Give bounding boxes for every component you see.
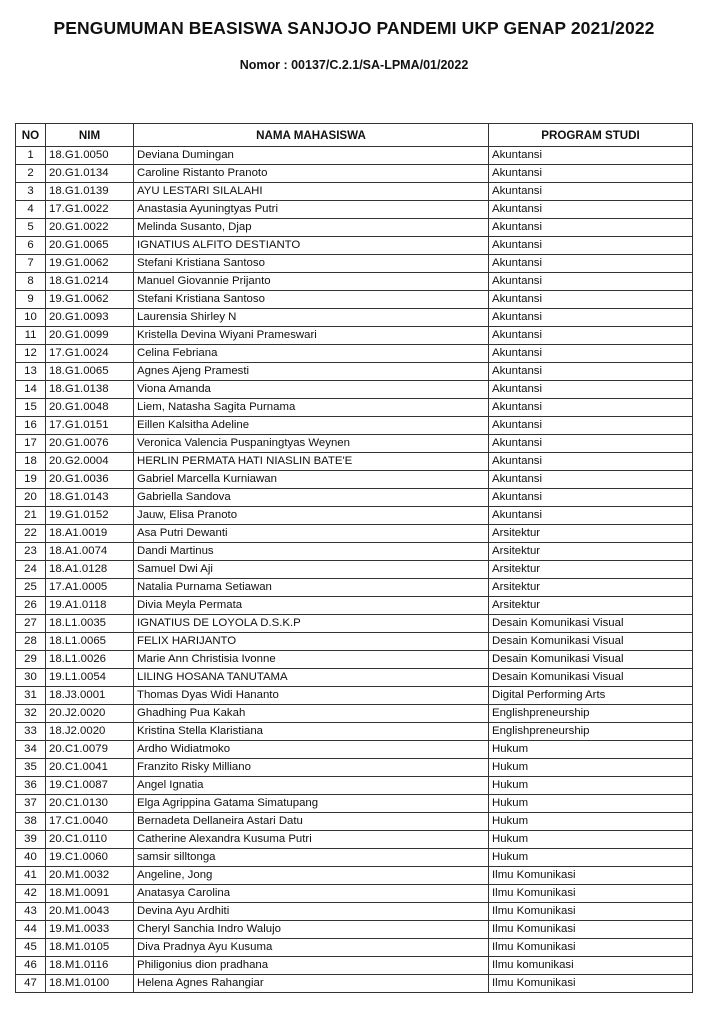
row-no: 45 (16, 939, 46, 957)
row-nama-mahasiswa: Deviana Dumingan (134, 147, 489, 165)
row-program-studi: Akuntansi (489, 435, 693, 453)
row-nim: 18.G1.0143 (46, 489, 134, 507)
row-no: 18 (16, 453, 46, 471)
row-no: 8 (16, 273, 46, 291)
table-row (16, 345, 693, 363)
row-no: 6 (16, 237, 46, 255)
row-no: 30 (16, 669, 46, 687)
table-row (16, 381, 693, 399)
row-nama-mahasiswa: Agnes Ajeng Pramesti (134, 363, 489, 381)
row-no: 12 (16, 345, 46, 363)
row-program-studi: Hukum (489, 741, 693, 759)
row-program-studi: Akuntansi (489, 201, 693, 219)
row-program-studi: Ilmu Komunikasi (489, 885, 693, 903)
row-program-studi: Hukum (489, 777, 693, 795)
row-nim: 20.M1.0032 (46, 867, 134, 885)
header-program-studi: PROGRAM STUDI (489, 124, 693, 147)
row-program-studi: Akuntansi (489, 453, 693, 471)
table-row (16, 885, 693, 903)
row-nama-mahasiswa: Ghadhing Pua Kakah (134, 705, 489, 723)
row-nama-mahasiswa: Viona Amanda (134, 381, 489, 399)
row-program-studi: Hukum (489, 795, 693, 813)
table-row (16, 597, 693, 615)
row-no: 16 (16, 417, 46, 435)
row-program-studi: Arsitektur (489, 579, 693, 597)
row-nim: 19.G1.0062 (46, 255, 134, 273)
row-program-studi: Akuntansi (489, 417, 693, 435)
row-nim: 18.M1.0100 (46, 975, 134, 993)
row-no: 47 (16, 975, 46, 993)
row-no: 32 (16, 705, 46, 723)
row-nim: 20.C1.0130 (46, 795, 134, 813)
table-row (16, 921, 693, 939)
row-nama-mahasiswa: Angeline, Jong (134, 867, 489, 885)
row-nama-mahasiswa: Kristina Stella Klaristiana (134, 723, 489, 741)
table-row (16, 489, 693, 507)
row-nama-mahasiswa: FELIX HARIJANTO (134, 633, 489, 651)
row-nim: 18.G1.0065 (46, 363, 134, 381)
row-nama-mahasiswa: Stefani Kristiana Santoso (134, 255, 489, 273)
row-no: 33 (16, 723, 46, 741)
table-row (16, 525, 693, 543)
row-program-studi: Ilmu Komunikasi (489, 903, 693, 921)
row-nim: 20.G2.0004 (46, 453, 134, 471)
row-program-studi: Arsitektur (489, 561, 693, 579)
table-row (16, 903, 693, 921)
table-row (16, 309, 693, 327)
table-row (16, 741, 693, 759)
row-program-studi: Desain Komunikasi Visual (489, 615, 693, 633)
table-row (16, 561, 693, 579)
row-nama-mahasiswa: Philigonius dion pradhana (134, 957, 489, 975)
row-program-studi: Desain Komunikasi Visual (489, 633, 693, 651)
row-nama-mahasiswa: Cheryl Sanchia Indro Walujo (134, 921, 489, 939)
table-row (16, 615, 693, 633)
row-program-studi: Hukum (489, 831, 693, 849)
row-nim: 18.G1.0214 (46, 273, 134, 291)
table-row (16, 975, 693, 993)
row-no: 17 (16, 435, 46, 453)
row-nama-mahasiswa: Divia Meyla Permata (134, 597, 489, 615)
row-nama-mahasiswa: Eillen Kalsitha Adeline (134, 417, 489, 435)
header-nama-mahasiswa: NAMA MAHASISWA (134, 124, 489, 147)
row-program-studi: Akuntansi (489, 219, 693, 237)
row-program-studi: Akuntansi (489, 255, 693, 273)
row-no: 31 (16, 687, 46, 705)
row-nim: 19.A1.0118 (46, 597, 134, 615)
scholarship-table (15, 123, 693, 993)
row-nama-mahasiswa: Samuel Dwi Aji (134, 561, 489, 579)
row-program-studi: Akuntansi (489, 381, 693, 399)
table-row (16, 165, 693, 183)
row-program-studi: Akuntansi (489, 345, 693, 363)
row-nama-mahasiswa: Angel Ignatia (134, 777, 489, 795)
row-nama-mahasiswa: Catherine Alexandra Kusuma Putri (134, 831, 489, 849)
row-no: 23 (16, 543, 46, 561)
row-no: 14 (16, 381, 46, 399)
row-no: 15 (16, 399, 46, 417)
row-nama-mahasiswa: Liem, Natasha Sagita Purnama (134, 399, 489, 417)
row-program-studi: Digital Performing Arts (489, 687, 693, 705)
row-nama-mahasiswa: Dandi Martinus (134, 543, 489, 561)
row-program-studi: Akuntansi (489, 291, 693, 309)
row-program-studi: Ilmu Komunikasi (489, 939, 693, 957)
row-no: 41 (16, 867, 46, 885)
table-row (16, 813, 693, 831)
row-nim: 17.G1.0022 (46, 201, 134, 219)
row-nim: 20.G1.0065 (46, 237, 134, 255)
row-nama-mahasiswa: IGNATIUS ALFITO DESTIANTO (134, 237, 489, 255)
table-row (16, 183, 693, 201)
row-no: 7 (16, 255, 46, 273)
row-nim: 18.G1.0138 (46, 381, 134, 399)
row-nim: 18.L1.0065 (46, 633, 134, 651)
row-nama-mahasiswa: Helena Agnes Rahangiar (134, 975, 489, 993)
row-no: 22 (16, 525, 46, 543)
row-no: 25 (16, 579, 46, 597)
table-row (16, 867, 693, 885)
table-row (16, 633, 693, 651)
table-row (16, 759, 693, 777)
row-nim: 20.G1.0048 (46, 399, 134, 417)
row-nama-mahasiswa: Caroline Ristanto Pranoto (134, 165, 489, 183)
row-no: 21 (16, 507, 46, 525)
row-nama-mahasiswa: Laurensia Shirley N (134, 309, 489, 327)
row-no: 35 (16, 759, 46, 777)
row-nim: 18.J3.0001 (46, 687, 134, 705)
row-no: 24 (16, 561, 46, 579)
row-program-studi: Akuntansi (489, 471, 693, 489)
row-no: 39 (16, 831, 46, 849)
row-nama-mahasiswa: Franzito Risky Milliano (134, 759, 489, 777)
table-row (16, 795, 693, 813)
row-no: 20 (16, 489, 46, 507)
row-program-studi: Ilmu Komunikasi (489, 921, 693, 939)
row-nim: 19.C1.0060 (46, 849, 134, 867)
row-nim: 20.J2.0020 (46, 705, 134, 723)
row-program-studi: Ilmu Komunikasi (489, 867, 693, 885)
row-nama-mahasiswa: LILING HOSANA TANUTAMA (134, 669, 489, 687)
row-no: 42 (16, 885, 46, 903)
row-program-studi: Akuntansi (489, 309, 693, 327)
row-nim: 19.M1.0033 (46, 921, 134, 939)
table-row (16, 687, 693, 705)
row-nama-mahasiswa: Stefani Kristiana Santoso (134, 291, 489, 309)
table-row (16, 579, 693, 597)
row-nim: 19.C1.0087 (46, 777, 134, 795)
row-nim: 18.G1.0139 (46, 183, 134, 201)
table-row (16, 705, 693, 723)
row-program-studi: Desain Komunikasi Visual (489, 669, 693, 687)
row-nim: 20.G1.0134 (46, 165, 134, 183)
row-nama-mahasiswa: Gabriella Sandova (134, 489, 489, 507)
row-no: 38 (16, 813, 46, 831)
table-row (16, 939, 693, 957)
row-nama-mahasiswa: Kristella Devina Wiyani Prameswari (134, 327, 489, 345)
table-header-row (16, 124, 693, 147)
row-nim: 17.G1.0151 (46, 417, 134, 435)
row-no: 13 (16, 363, 46, 381)
row-nama-mahasiswa: Devina Ayu Ardhiti (134, 903, 489, 921)
row-nama-mahasiswa: Melinda Susanto, Djap (134, 219, 489, 237)
row-nim: 19.L1.0054 (46, 669, 134, 687)
table-row (16, 237, 693, 255)
row-no: 28 (16, 633, 46, 651)
header-nim: NIM (46, 124, 134, 147)
row-program-studi: Akuntansi (489, 327, 693, 345)
row-nim: 18.A1.0128 (46, 561, 134, 579)
table-row (16, 669, 693, 687)
row-nim: 20.G1.0099 (46, 327, 134, 345)
table-row (16, 219, 693, 237)
row-nim: 17.G1.0024 (46, 345, 134, 363)
row-no: 46 (16, 957, 46, 975)
row-nim: 18.A1.0019 (46, 525, 134, 543)
row-nim: 18.A1.0074 (46, 543, 134, 561)
row-nama-mahasiswa: HERLIN PERMATA HATI NIASLIN BATE'E (134, 453, 489, 471)
row-nim: 18.J2.0020 (46, 723, 134, 741)
row-program-studi: Akuntansi (489, 399, 693, 417)
row-nama-mahasiswa: Veronica Valencia Puspaningtyas Weynen (134, 435, 489, 453)
table-row (16, 777, 693, 795)
row-no: 43 (16, 903, 46, 921)
row-nim: 20.G1.0036 (46, 471, 134, 489)
table-row (16, 201, 693, 219)
row-nama-mahasiswa: samsir silltonga (134, 849, 489, 867)
header-no: NO (16, 124, 46, 147)
row-program-studi: Hukum (489, 849, 693, 867)
row-nim: 20.C1.0110 (46, 831, 134, 849)
row-program-studi: Hukum (489, 813, 693, 831)
row-nim: 20.M1.0043 (46, 903, 134, 921)
row-nama-mahasiswa: Bernadeta Dellaneira Astari Datu (134, 813, 489, 831)
row-no: 44 (16, 921, 46, 939)
row-nim: 19.G1.0062 (46, 291, 134, 309)
row-no: 37 (16, 795, 46, 813)
row-nim: 18.M1.0105 (46, 939, 134, 957)
row-program-studi: Akuntansi (489, 507, 693, 525)
row-nama-mahasiswa: Ardho Widiatmoko (134, 741, 489, 759)
row-nama-mahasiswa: IGNATIUS DE LOYOLA D.S.K.P (134, 615, 489, 633)
row-nama-mahasiswa: Diva Pradnya Ayu Kusuma (134, 939, 489, 957)
row-program-studi: Akuntansi (489, 147, 693, 165)
row-no: 34 (16, 741, 46, 759)
table-row (16, 651, 693, 669)
row-program-studi: Arsitektur (489, 525, 693, 543)
table-body (16, 147, 693, 993)
row-nama-mahasiswa: Asa Putri Dewanti (134, 525, 489, 543)
table-row (16, 399, 693, 417)
row-program-studi: Hukum (489, 759, 693, 777)
table-row (16, 327, 693, 345)
row-no: 10 (16, 309, 46, 327)
table-row (16, 147, 693, 165)
row-nim: 20.C1.0079 (46, 741, 134, 759)
row-program-studi: Akuntansi (489, 489, 693, 507)
table-row (16, 849, 693, 867)
table-row (16, 255, 693, 273)
row-program-studi: Akuntansi (489, 165, 693, 183)
row-nama-mahasiswa: Natalia Purnama Setiawan (134, 579, 489, 597)
row-program-studi: Akuntansi (489, 237, 693, 255)
row-program-studi: Arsitektur (489, 543, 693, 561)
table-row (16, 471, 693, 489)
row-program-studi: Ilmu Komunikasi (489, 975, 693, 993)
row-no: 29 (16, 651, 46, 669)
row-nim: 19.G1.0152 (46, 507, 134, 525)
row-no: 1 (16, 147, 46, 165)
row-nim: 20.G1.0093 (46, 309, 134, 327)
row-nim: 20.G1.0076 (46, 435, 134, 453)
row-nim: 17.C1.0040 (46, 813, 134, 831)
row-program-studi: Englishpreneurship (489, 723, 693, 741)
row-nim: 17.A1.0005 (46, 579, 134, 597)
row-nama-mahasiswa: Thomas Dyas Widi Hananto (134, 687, 489, 705)
document-title: PENGUMUMAN BEASISWA SANJOJO PANDEMI UKP GENAP 2021/2022 (53, 18, 655, 38)
row-nim: 20.G1.0022 (46, 219, 134, 237)
row-nama-mahasiswa: AYU LESTARI SILALAHI (134, 183, 489, 201)
row-nama-mahasiswa: Jauw, Elisa Pranoto (134, 507, 489, 525)
table-row (16, 273, 693, 291)
row-nim: 18.M1.0116 (46, 957, 134, 975)
row-no: 3 (16, 183, 46, 201)
row-no: 36 (16, 777, 46, 795)
row-no: 2 (16, 165, 46, 183)
row-program-studi: Akuntansi (489, 273, 693, 291)
table-row (16, 831, 693, 849)
row-no: 27 (16, 615, 46, 633)
table-row (16, 543, 693, 561)
table-row (16, 507, 693, 525)
row-nim: 18.M1.0091 (46, 885, 134, 903)
row-program-studi: Akuntansi (489, 363, 693, 381)
row-no: 11 (16, 327, 46, 345)
row-nama-mahasiswa: Elga Agrippina Gatama Simatupang (134, 795, 489, 813)
table-row (16, 363, 693, 381)
row-program-studi: Ilmu komunikasi (489, 957, 693, 975)
row-nama-mahasiswa: Gabriel Marcella Kurniawan (134, 471, 489, 489)
row-program-studi: Desain Komunikasi Visual (489, 651, 693, 669)
row-no: 5 (16, 219, 46, 237)
row-no: 40 (16, 849, 46, 867)
row-nama-mahasiswa: Celina Febriana (134, 345, 489, 363)
table-row (16, 723, 693, 741)
document-number: Nomor : 00137/C.2.1/SA-LPMA/01/2022 (239, 58, 469, 72)
table-row (16, 417, 693, 435)
table-row (16, 453, 693, 471)
row-nama-mahasiswa: Marie Ann Christisia Ivonne (134, 651, 489, 669)
row-nim: 18.L1.0026 (46, 651, 134, 669)
table-row (16, 435, 693, 453)
row-program-studi: Akuntansi (489, 183, 693, 201)
row-nim: 20.C1.0041 (46, 759, 134, 777)
row-no: 19 (16, 471, 46, 489)
table-row (16, 957, 693, 975)
row-nim: 18.L1.0035 (46, 615, 134, 633)
row-nama-mahasiswa: Anastasia Ayuningtyas Putri (134, 201, 489, 219)
table-row (16, 291, 693, 309)
row-no: 9 (16, 291, 46, 309)
row-program-studi: Arsitektur (489, 597, 693, 615)
row-nama-mahasiswa: Anatasya Carolina (134, 885, 489, 903)
row-no: 26 (16, 597, 46, 615)
row-nama-mahasiswa: Manuel Giovannie Prijanto (134, 273, 489, 291)
row-program-studi: Englishpreneurship (489, 705, 693, 723)
row-no: 4 (16, 201, 46, 219)
row-nim: 18.G1.0050 (46, 147, 134, 165)
